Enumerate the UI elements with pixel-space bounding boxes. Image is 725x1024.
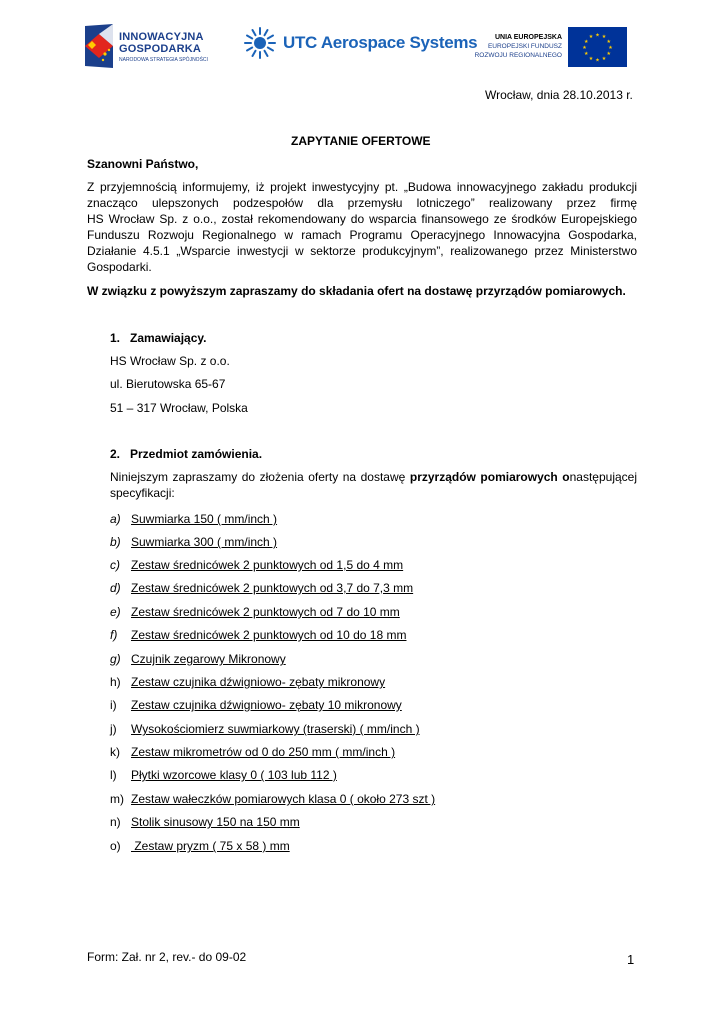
logo-right-line1: UNIA EUROPEJSKA	[494, 34, 562, 41]
list-item-letter: f)	[110, 628, 118, 642]
svg-text:★: ★	[588, 34, 594, 41]
list-item-letter: h)	[110, 675, 121, 689]
page-number: 1	[627, 952, 635, 967]
document-title: ZAPYTANIE OFERTOWE	[291, 134, 431, 148]
list-item-text: Zestaw średnicówek 2 punktowych od 10 do 18 mm	[131, 628, 407, 642]
document-date: Wrocław, dnia 28.10.2013 r.	[485, 88, 633, 102]
svg-text:★: ★	[606, 51, 612, 57]
svg-text:★: ★	[606, 39, 612, 45]
svg-text:★: ★	[583, 51, 589, 57]
intro-paragraph	[87, 180, 637, 275]
section2-intro-part1: Niniejszym zapraszamy do złożenia oferty na dostawę	[110, 470, 410, 484]
svg-text:★: ★	[601, 34, 607, 41]
svg-text:★: ★	[588, 55, 594, 62]
section1-street: ul. Bierutowska 65-67	[110, 377, 226, 391]
section1-company: HS Wrocław Sp. z o.o.	[110, 354, 230, 368]
section2-intro-bold: przyrządów pomiarowych o	[409, 470, 570, 484]
section2-intro-line1	[110, 470, 637, 486]
svg-text:★: ★	[601, 55, 607, 62]
logo-right-line2: EUROPEJSKI FUNDUSZ	[487, 43, 562, 50]
section2-intro	[110, 470, 637, 502]
list-item-text: Zestaw średnicówek 2 punktowych od 3,7 do 7,3 mm	[131, 581, 414, 595]
list-item-text: Zestaw średnicówek 2 punktowych od 7 do 10 mm	[131, 605, 400, 619]
section2-heading: 2. Przedmiot zamówienia.	[110, 447, 263, 461]
list-item-text: Zestaw pryzm ( 75 x 58 ) mm	[131, 839, 290, 853]
section2-intro-line2: specyfikacji:	[110, 485, 175, 500]
logo-innowacyjna-gospodarka	[83, 24, 223, 70]
footer-form: Form: Zał. nr 2, rev.- do 09-02	[87, 950, 247, 964]
list-item-letter: c)	[110, 558, 120, 572]
intro-line: Funduszu Rozwoju Regionalnego w ramach Programu Operacyjnego Innowacyjna Gospodarka,	[87, 227, 637, 242]
list-item-text: Stolik sinusowy 150 na 150 mm	[131, 815, 300, 829]
innowacyjna-gospodarka-mark-icon	[83, 24, 115, 68]
list-item-letter: n)	[110, 815, 121, 829]
svg-text:★: ★	[583, 39, 589, 45]
intro-line: Z przyjemnością informujemy, iż projekt inwestycyjny pt. „Budowa innowacyjnego zakładu produkcji	[87, 180, 637, 194]
intro-line: znacząco ulepszonych podzespołów dla przemysłu lotniczego” realizowany przez firmę	[87, 195, 637, 210]
list-item-letter: g)	[110, 652, 121, 666]
list-item-text: Suwmiarka 150 ( mm/inch )	[131, 512, 278, 526]
list-item-letter: m)	[110, 792, 124, 806]
list-item-text: Suwmiarka 300 ( mm/inch )	[131, 535, 278, 549]
list-item-letter: i)	[110, 698, 117, 712]
invitation-text: W związku z powyższym zapraszamy do składania ofert na dostawę przyrządów pomiarowych.	[87, 284, 626, 298]
list-item-text: Płytki wzorcowe klasy 0 ( 103 lub 112 )	[131, 768, 337, 782]
logo-utc-name: UTC Aerospace Systems	[283, 33, 478, 52]
list-item-text: Zestaw średnicówek 2 punktowych od 1,5 do 4 mm	[131, 558, 404, 572]
list-item-text: Wysokościomierz suwmiarkowy (traserski) ( mm/inch )	[131, 722, 420, 736]
list-item-letter: j)	[110, 722, 117, 736]
logo-unia-europejska	[465, 27, 630, 69]
section2-intro-part2: następującej	[569, 470, 638, 484]
intro-line: Działanie 4.5.1 „Wsparcie inwestycji w sektorze produkcyjnym”, realizowanego przez Ministerstwo	[87, 243, 637, 258]
logo-left-line3: NARODOWA STRATEGIA SPÓJNOŚCI	[119, 57, 208, 63]
svg-text:★: ★	[582, 45, 587, 51]
svg-text:★: ★	[595, 32, 600, 39]
list-item-letter: a)	[110, 512, 121, 526]
list-item-text: Zestaw czujnika dźwigniowo- zębaty 10 mikronowy	[131, 698, 402, 712]
logo-utc-aerospace	[243, 26, 478, 62]
logo-left-line2: GOSPODARKA	[119, 43, 202, 55]
svg-text:★: ★	[608, 45, 613, 51]
logo-right-line3: ROZWOJU REGIONALNEGO	[474, 52, 562, 59]
list-item-letter: l)	[110, 768, 117, 782]
logo-left-line1: INNOWACYJNA	[119, 31, 204, 43]
list-item-letter: b)	[110, 535, 121, 549]
list-item-text: Zestaw czujnika dźwigniowo- zębaty mikronowy	[131, 675, 386, 689]
eu-flag-icon	[568, 27, 627, 67]
section1-heading: 1. Zamawiający.	[110, 331, 207, 345]
svg-text:★: ★	[595, 57, 600, 64]
utc-sunburst-icon	[243, 26, 277, 60]
intro-line: Gospodarki.	[87, 259, 152, 274]
section1-city: 51 – 317 Wrocław, Polska	[110, 401, 248, 415]
list-item-letter: d)	[110, 581, 121, 595]
list-item-text: Zestaw mikrometrów od 0 do 250 mm ( mm/inch )	[131, 745, 396, 759]
list-item-letter: e)	[110, 605, 121, 619]
list-item-text: Czujnik zegarowy Mikronowy	[131, 652, 286, 666]
salutation: Szanowni Państwo,	[87, 157, 199, 171]
intro-line: HS Wrocław Sp. z o.o., został rekomendowany do wsparcia finansowego ze środków Europejskiego	[87, 211, 637, 226]
list-item-letter: o)	[110, 839, 121, 853]
list-item-letter: k)	[110, 745, 120, 759]
list-item-text: Zestaw wałeczków pomiarowych klasa 0 ( około 273 szt )	[131, 792, 436, 806]
